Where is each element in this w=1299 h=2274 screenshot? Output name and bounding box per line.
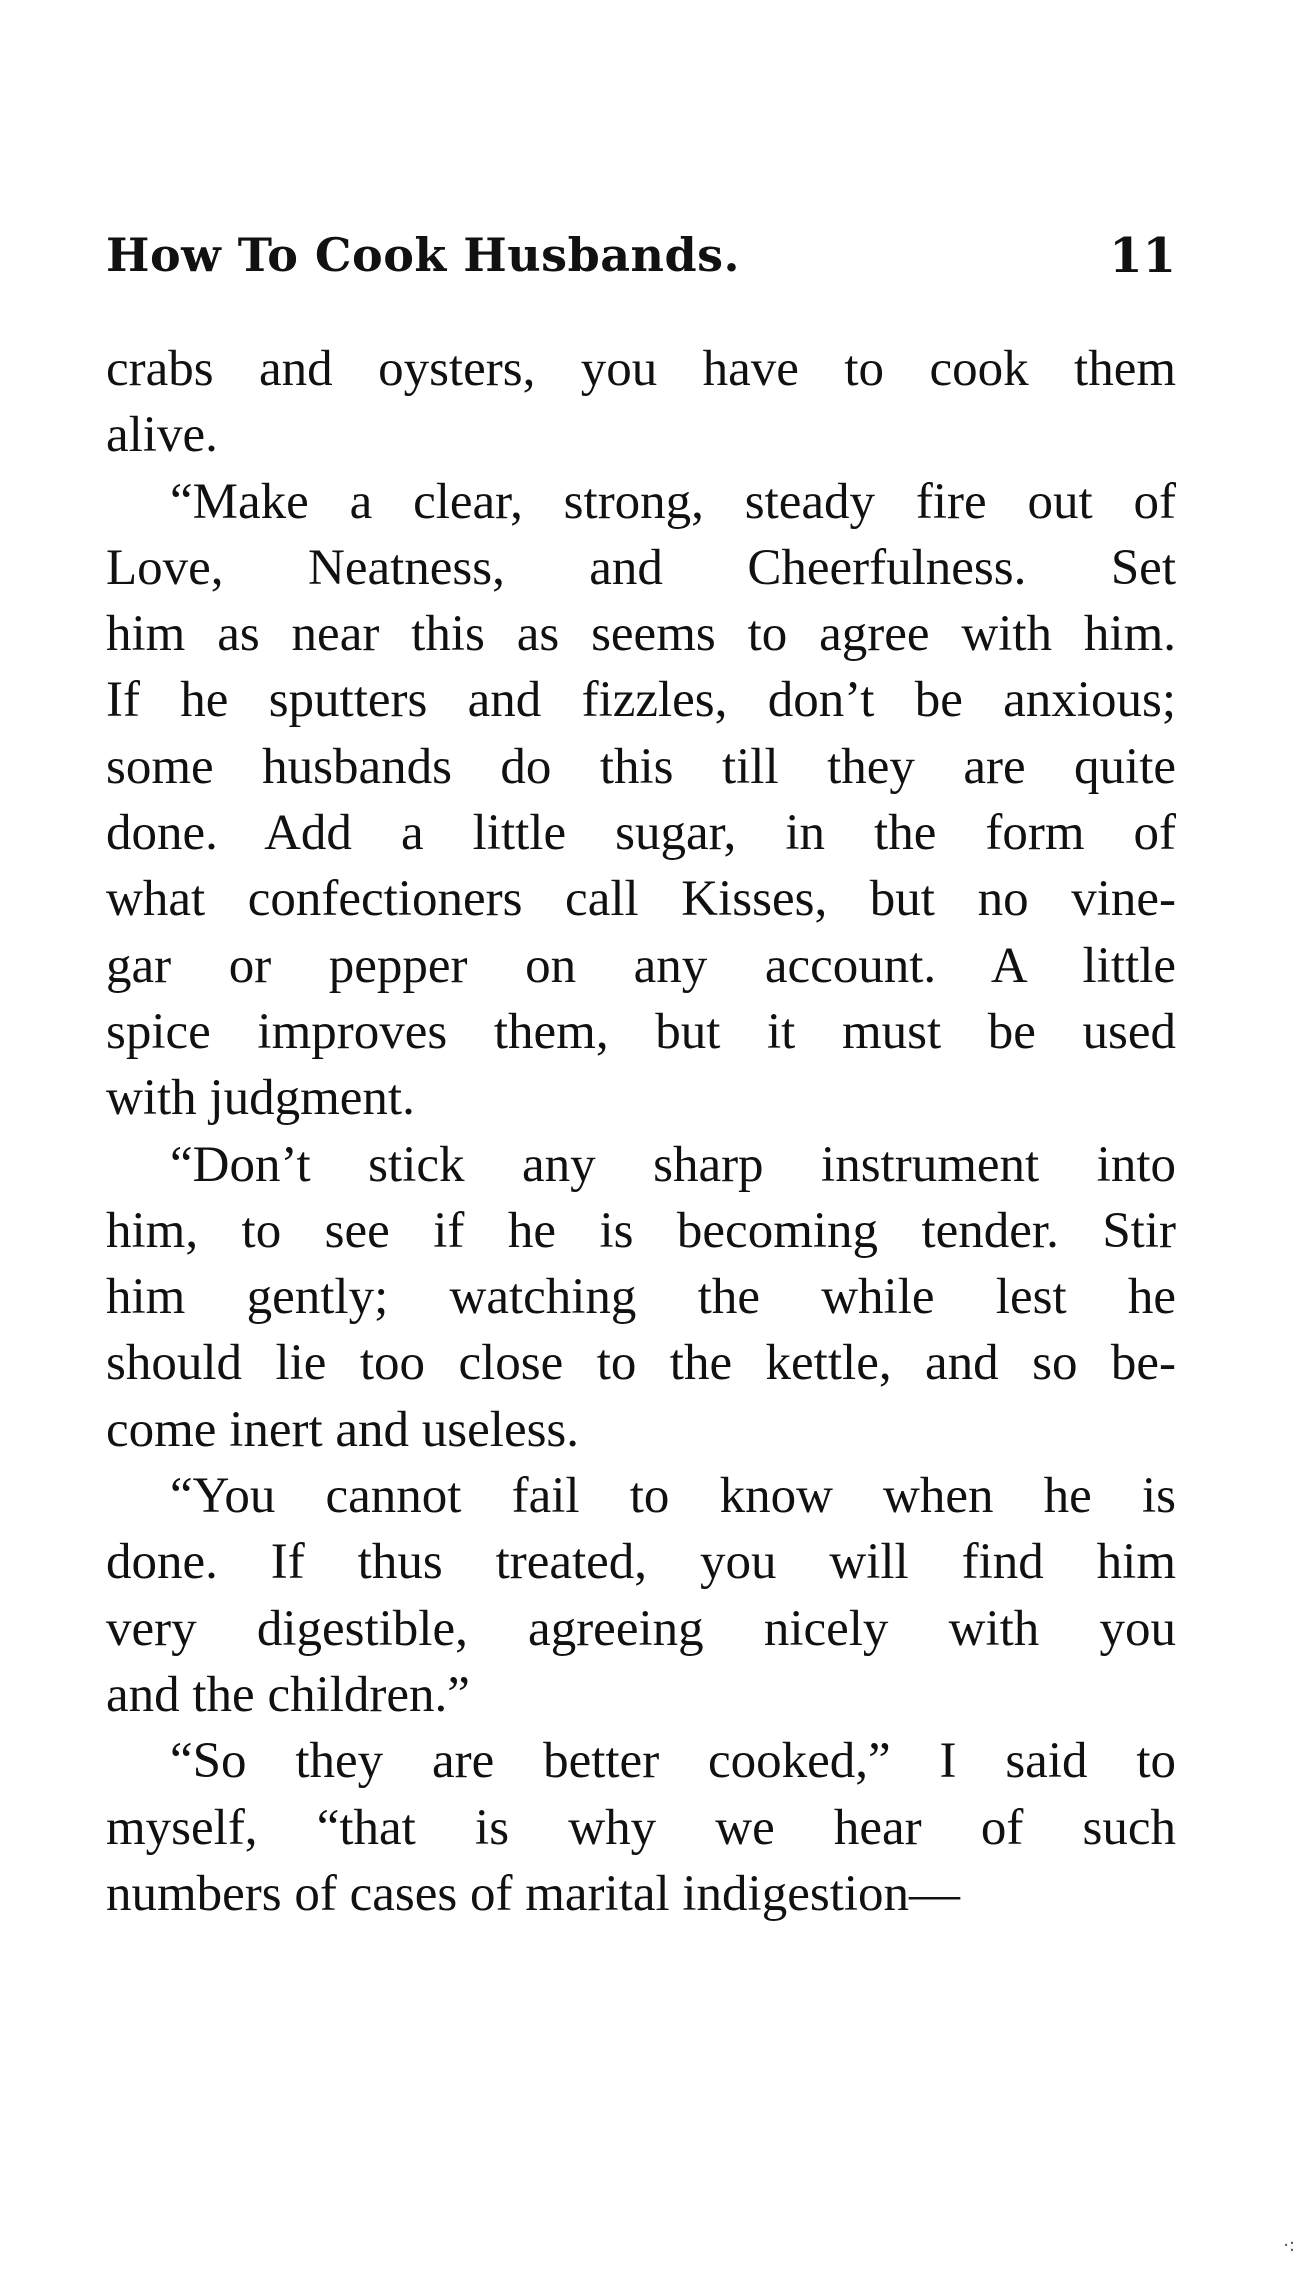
text-line: and the children.” (106, 1666, 470, 1723)
text-line: “Don’t stick any sharp instrument into (170, 1136, 1176, 1193)
text-line: should lie too close to the kettle, and so be- (106, 1335, 1176, 1392)
text-line: “Make a clear, strong, steady fire out of (170, 473, 1176, 530)
text-line: what confectioners call Kisses, but no vine- (106, 871, 1176, 928)
text-line: alive. (106, 407, 218, 464)
running-title: How To Cook Husbands. (106, 228, 741, 282)
page-number: 11 (1109, 228, 1176, 284)
text-line: very digestible, agreeing nicely with you (106, 1600, 1176, 1657)
text-line: done. If thus treated, you will find him (106, 1534, 1176, 1591)
text-line: him gently; watching the while lest he (106, 1269, 1176, 1326)
page-header (106, 228, 1176, 298)
text-line: spice improves them, but it must be used (106, 1003, 1176, 1060)
text-line: crabs and oysters, you have to cook them (106, 341, 1176, 397)
text-line: “So they are better cooked,” I said to (170, 1733, 1176, 1790)
text-line: myself, “that is why we hear of such (106, 1799, 1176, 1856)
text-line: some husbands do this till they are quite (106, 738, 1176, 795)
text-line: him as near this as seems to agree with him. (106, 606, 1176, 663)
scan-speck: ·: (1283, 2235, 1295, 2256)
text-line: come inert and useless. (106, 1401, 580, 1458)
text-line: him, to see if he is becoming tender. Stir (106, 1202, 1176, 1259)
text-line: with judgment. (106, 1070, 415, 1127)
text-line: “You cannot fail to know when he is (170, 1468, 1176, 1525)
body-text (106, 336, 1176, 1927)
text-line: numbers of cases of marital indigestion— (106, 1865, 961, 1922)
text-line: Love, Neatness, and Cheerfulness. Set (106, 539, 1176, 596)
text-line: gar or pepper on any account. A little (106, 937, 1176, 994)
text-line: If he sputters and fizzles, don’t be anxious; (106, 672, 1176, 729)
text-line: done. Add a little sugar, in the form of (106, 805, 1176, 862)
